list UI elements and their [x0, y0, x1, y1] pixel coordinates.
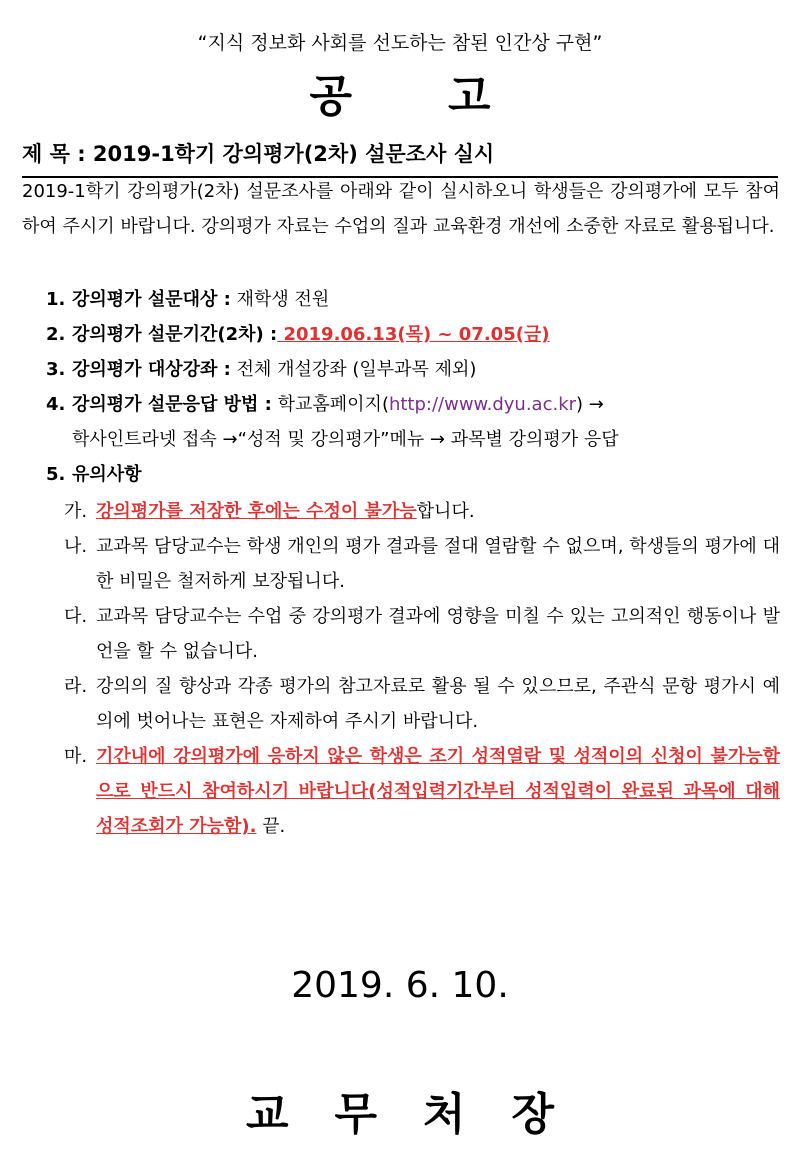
- slogan: “지식 정보화 사회를 선도하는 참된 인간상 구현”: [197, 32, 603, 54]
- item-1: [22, 282, 780, 317]
- item-4: [22, 387, 780, 422]
- item-number: 5.: [46, 464, 66, 485]
- note-ga: [22, 494, 780, 529]
- note-warning: 강의평가를 저장한 후에는 수정이 불가능: [96, 501, 417, 522]
- note-ma: [22, 739, 780, 844]
- item-value: 학교홈페이지(: [271, 394, 389, 415]
- note-marker: 나.: [64, 536, 88, 557]
- notice-title: [0, 60, 800, 124]
- item-label: 강의평가 설문대상 :: [72, 289, 231, 310]
- survey-period: 2019.06.13(목) ~ 07.05(금): [277, 324, 550, 345]
- note-marker: 마.: [64, 746, 88, 767]
- item-number: 4.: [46, 394, 66, 415]
- notice-date: 2019. 6. 10.: [291, 965, 509, 1006]
- notice-title-left: 공: [309, 71, 352, 122]
- notice-title-right: 고: [448, 71, 491, 122]
- note-text: 교과목 담당교수는 수업 중 강의평가 결과에 영향을 미칠 수 있는 고의적인 행동이나 발언을 할 수 없습니다.: [96, 606, 780, 662]
- item-label: 강의평가 설문응답 방법 :: [72, 394, 272, 415]
- item-label: 유의사항: [72, 464, 142, 485]
- notes-list: [22, 494, 780, 844]
- note-marker: 라.: [64, 676, 88, 697]
- intro-paragraph: 2019-1학기 강의평가(2차) 설문조사를 아래와 같이 실시하오니 학생들은 강의평가에 모두 참여하여 주시기 바랍니다. 강의평가 자료는 수업의 질과 교육환경 개선에 소중한 자료로 활용됩니다.: [22, 181, 780, 237]
- note-na: [22, 529, 780, 599]
- homepage-link[interactable]: http://www.dyu.ac.kr: [388, 394, 577, 415]
- note-text: 합니다.: [416, 501, 475, 522]
- item-5: [22, 457, 780, 492]
- item-4-continuation: 학사인트라넷 접속 →“성적 및 강의평가”메뉴 → 과목별 강의평가 응답: [72, 429, 619, 450]
- item-value: 전체 개설강좌 (일부과목 제외): [230, 359, 477, 380]
- note-end: 끝.: [256, 816, 286, 837]
- item-value: 재학생 전원: [230, 289, 330, 310]
- item-number: 3.: [46, 359, 66, 380]
- note-da: [22, 599, 780, 669]
- item-label: 강의평가 설문기간(2차) :: [72, 324, 278, 345]
- item-number: 2.: [46, 324, 66, 345]
- note-marker: 가.: [64, 501, 88, 522]
- item-number: 1.: [46, 289, 66, 310]
- note-text: 교과목 담당교수는 학생 개인의 평가 결과를 절대 열람할 수 없으며, 학생들의 평가에 대한 비밀은 철저하게 보장됩니다.: [96, 536, 780, 592]
- note-text: 강의의 질 향상과 각종 평가의 참고자료로 활용 될 수 있으므로, 주관식 문항 평가시 예의에 벗어나는 표현은 자제하여 주시기 바랍니다.: [96, 676, 780, 732]
- item-list: [22, 282, 780, 492]
- item-2: [22, 317, 780, 352]
- issuing-office: 교무처장: [245, 1089, 600, 1140]
- item-3: [22, 352, 780, 387]
- note-warning: 기간내에 강의평가에 응하지 않은 학생은 조기 성적열람 및 성적이의 신청이 불가능함으로 반드시 참여하시기 바랍니다(성적입력기간부터 성적입력이 완료된 과목에 대해 성적조회가 가능함).: [96, 746, 780, 837]
- subject-line: 제 목 : 2019-1학기 강의평가(2차) 설문조사 실시: [22, 138, 778, 178]
- note-marker: 다.: [64, 606, 88, 627]
- item-label: 강의평가 대상강좌 :: [72, 359, 231, 380]
- item-value: ) →: [576, 394, 604, 415]
- note-ra: [22, 669, 780, 739]
